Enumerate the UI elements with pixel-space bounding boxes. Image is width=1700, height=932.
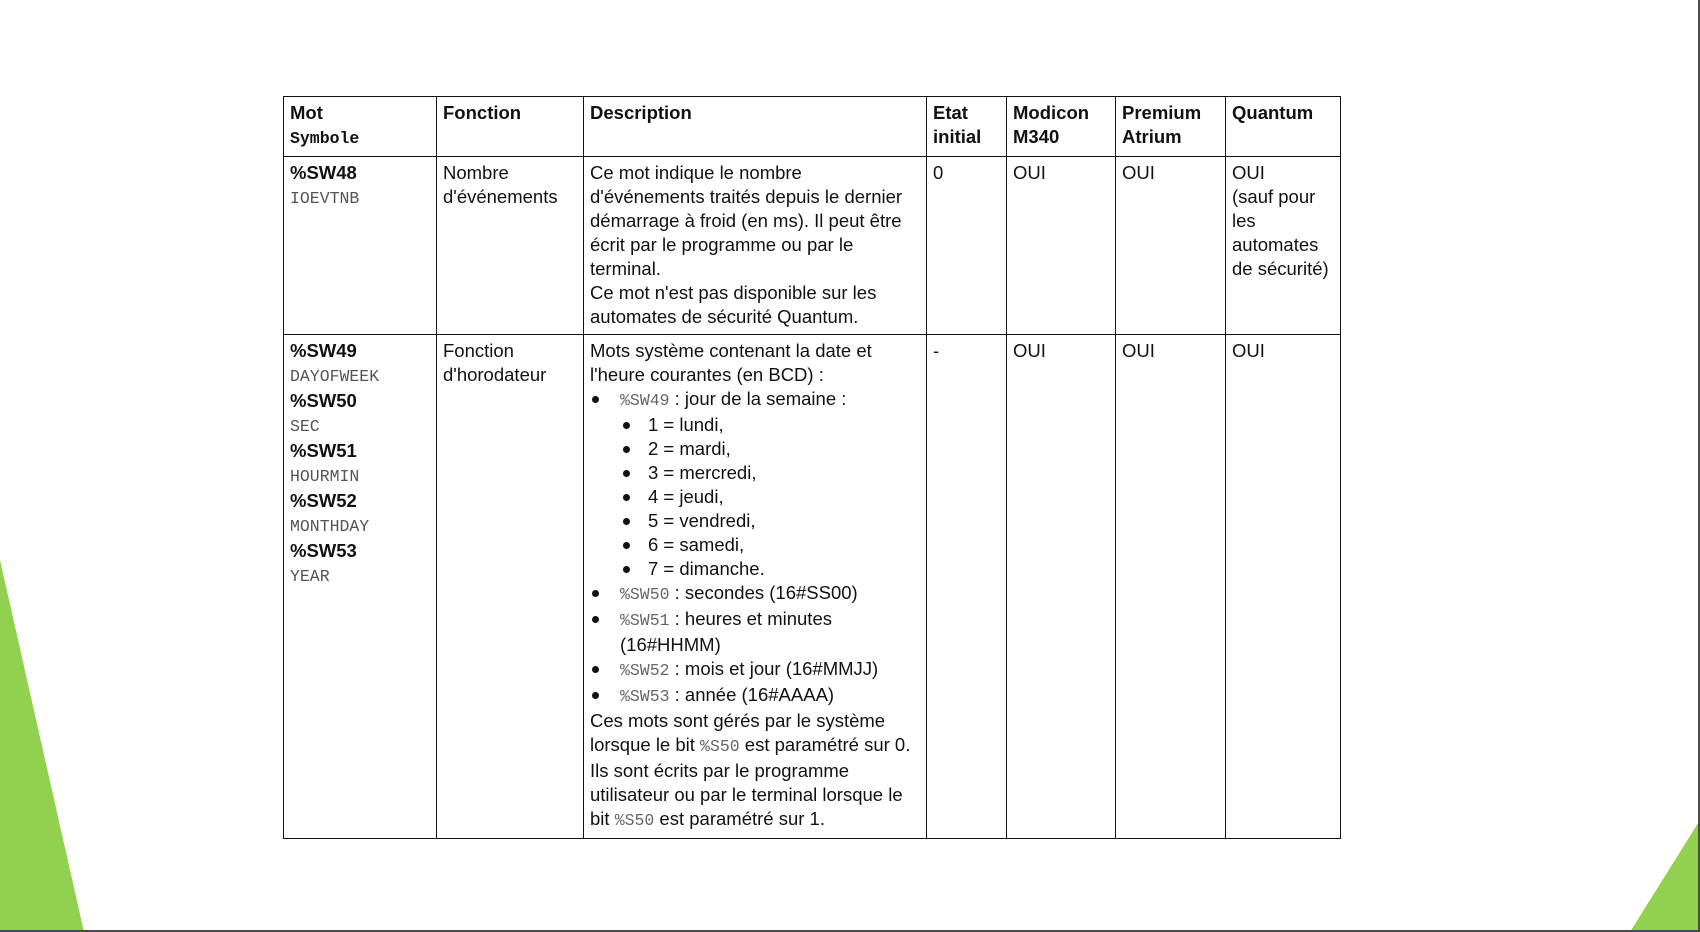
cell-quantum: OUI [1226, 335, 1341, 839]
list-item: 2 = mardi, [620, 437, 920, 461]
system-words-table [283, 96, 1341, 839]
inline-code: %SW52 [620, 661, 670, 680]
header-modicon [1007, 97, 1116, 157]
cell-etat-initial: - [927, 335, 1007, 839]
list-item-text: : jour de la semaine : [669, 388, 847, 409]
list-item: 1 = lundi, [620, 413, 920, 437]
word-id: %SW50 [290, 390, 357, 411]
header-premium-line2: Atrium [1122, 126, 1182, 147]
description-intro: Mots système contenant la date et l'heure courantes (en BCD) : [590, 340, 872, 385]
list-item-text: : mois et jour (16#MMJJ) [669, 658, 879, 679]
list-item [590, 387, 920, 581]
header-mot: Mot [290, 102, 323, 123]
text-run: Ces mots sont gérés par le système lorsque le bit [590, 710, 886, 755]
cell-description [584, 157, 927, 335]
cell-premium: OUI [1116, 157, 1226, 335]
word-id: %SW51 [290, 440, 357, 461]
cell-description [584, 335, 927, 839]
description-text [590, 759, 920, 833]
header-mot-symbole [284, 97, 437, 157]
list-item [590, 683, 920, 709]
green-corner-triangle-left [0, 560, 84, 932]
inline-code: %SW53 [620, 687, 670, 706]
cell-premium: OUI [1116, 335, 1226, 839]
inline-code: %S50 [700, 737, 740, 756]
list-item-text: : secondes (16#SS00) [669, 582, 858, 603]
bullet-list [590, 581, 920, 709]
header-modicon-line2: M340 [1013, 126, 1060, 147]
text-run: est paramétré sur 1. [654, 808, 825, 829]
list-item: 7 = dimanche. [620, 557, 920, 581]
header-symbole: Symbole [290, 129, 360, 148]
inline-code: %SW51 [620, 611, 670, 630]
word-symbol: SEC [290, 417, 320, 436]
header-etat-line2: initial [933, 126, 982, 147]
inline-code: %SW50 [620, 585, 670, 604]
inline-code: %S50 [614, 811, 655, 830]
header-etat-initial [927, 97, 1007, 157]
word-id: %SW49 [290, 340, 357, 361]
list-item [590, 581, 920, 607]
word-id: %SW48 [290, 162, 357, 183]
description-text: Ce mot n'est pas disponible sur les automates de sécurité Quantum. [590, 282, 877, 327]
cell-fonction: Fonction d'horodateur [437, 335, 584, 839]
word-symbol: HOURMIN [290, 467, 360, 486]
cell-modicon: OUI [1007, 335, 1116, 839]
cell-fonction: Nombre d'événements [437, 157, 584, 335]
cell-mot-symbole [284, 157, 437, 335]
header-modicon-line1: Modicon [1013, 102, 1090, 123]
cell-quantum [1226, 157, 1341, 335]
word-symbol: MONTHDAY [290, 517, 370, 536]
description-text [590, 709, 920, 759]
description-text: Ce mot indique le nombre d'événements traités depuis le dernier démarrage à froid (en ms). Il peut être écrit par le programme ou par le terminal. [590, 162, 903, 279]
word-symbol: YEAR [290, 567, 330, 586]
table-row [284, 157, 1341, 335]
cell-mot-symbole [284, 335, 437, 839]
list-item: 5 = vendredi, [620, 509, 920, 533]
header-description: Description [584, 97, 927, 157]
text-run: est paramétré sur 0. [739, 734, 911, 755]
header-premium-line1: Premium [1122, 102, 1202, 123]
cell-etat-initial: 0 [927, 157, 1007, 335]
table-header-row [284, 97, 1341, 157]
list-item-text: : heures et minutes (16#HHMM) [620, 608, 832, 655]
quantum-note: (sauf pour les automates de sécurité) [1232, 186, 1329, 279]
header-etat-line1: Etat [933, 102, 968, 123]
table-row [284, 335, 1341, 839]
header-fonction: Fonction [437, 97, 584, 157]
list-item [590, 607, 920, 657]
green-corner-triangle-right [1630, 820, 1700, 932]
quantum-value: OUI [1232, 162, 1265, 183]
list-item-text: : année (16#AAAA) [669, 684, 835, 705]
word-id: %SW52 [290, 490, 357, 511]
cell-modicon: OUI [1007, 157, 1116, 335]
bullet-list [590, 387, 920, 581]
word-symbol: DAYOFWEEK [290, 367, 380, 386]
header-premium [1116, 97, 1226, 157]
header-quantum: Quantum [1226, 97, 1341, 157]
list-item [590, 657, 920, 683]
list-item: 3 = mercredi, [620, 461, 920, 485]
text-run: Ils sont écrits par le programme utilisateur ou par le terminal lorsque le bit [590, 760, 903, 829]
days-list [620, 413, 920, 581]
word-symbol: IOEVTNB [290, 189, 360, 208]
list-item: 6 = samedi, [620, 533, 920, 557]
word-id: %SW53 [290, 540, 357, 561]
list-item: 4 = jeudi, [620, 485, 920, 509]
inline-code: %SW49 [620, 391, 670, 410]
